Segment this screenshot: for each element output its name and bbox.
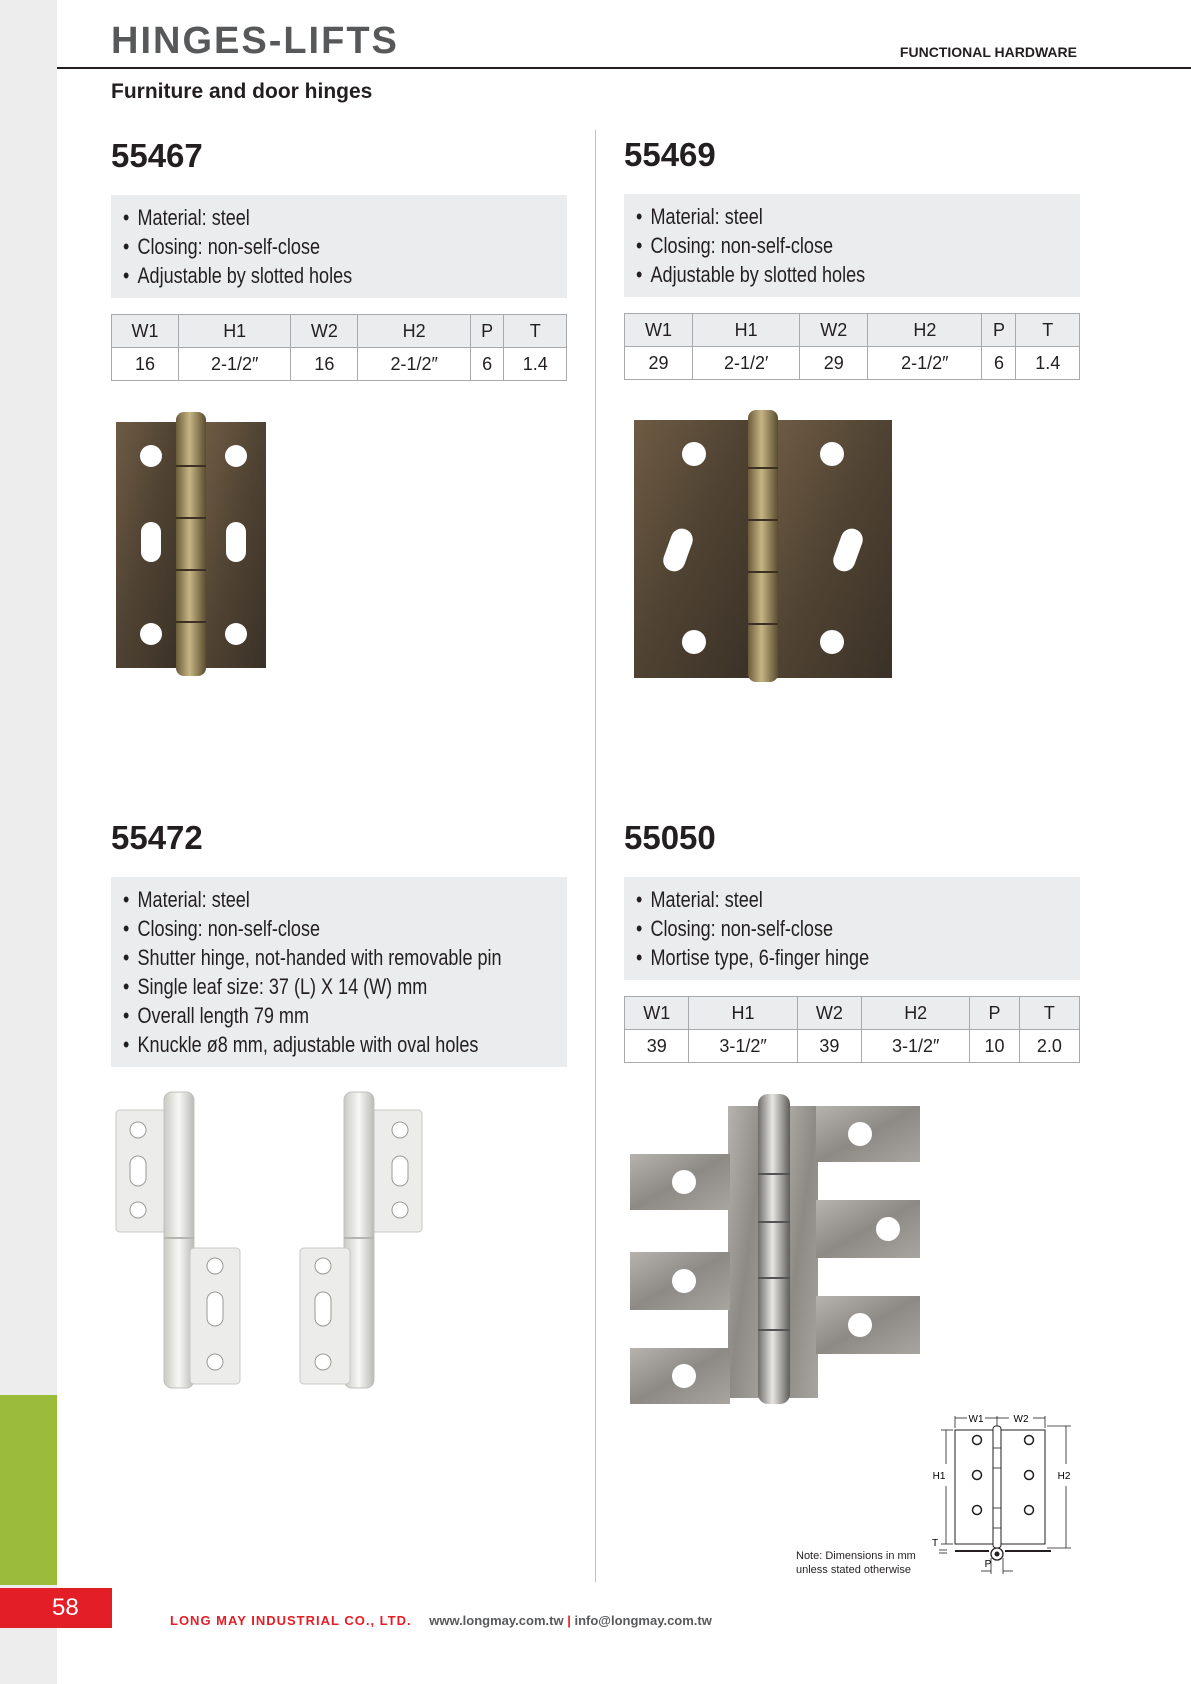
feature-item: • Overall length 79 mm bbox=[123, 1001, 477, 1030]
feature-item: • Material: steel bbox=[636, 885, 990, 914]
header-w2: W2 bbox=[797, 997, 861, 1030]
footer-website[interactable]: www.longmay.com.tw bbox=[429, 1613, 564, 1628]
footer-separator: | bbox=[567, 1613, 571, 1628]
diagram-label-h2: H2 bbox=[1057, 1471, 1071, 1482]
value-t: 2.0 bbox=[1019, 1030, 1079, 1063]
header-w1: W1 bbox=[112, 315, 179, 348]
product-code: 55050 bbox=[624, 819, 716, 856]
header-h1: H1 bbox=[178, 315, 291, 348]
diagram-label-w2: W2 bbox=[1013, 1414, 1029, 1425]
value-h2: 3-1/2″ bbox=[862, 1030, 970, 1063]
feature-item: • Adjustable by slotted holes bbox=[636, 260, 990, 289]
title-rule bbox=[57, 67, 1191, 69]
value-h1: 2-1/2″ bbox=[178, 348, 291, 381]
hinge-55472-photo bbox=[114, 1090, 434, 1390]
footer bbox=[170, 1613, 712, 1628]
product-55469 bbox=[624, 132, 1080, 380]
feature-list bbox=[111, 877, 567, 1067]
value-h2: 2-1/2″ bbox=[358, 348, 471, 381]
header-w1: W1 bbox=[625, 997, 689, 1030]
column-divider bbox=[595, 130, 596, 1582]
note-line-1: Note: Dimensions in mm bbox=[796, 1550, 916, 1562]
note-line-2: unless stated otherwise bbox=[796, 1564, 911, 1576]
feature-list bbox=[111, 195, 567, 298]
diagram-label-t: T bbox=[931, 1538, 939, 1549]
value-t: 1.4 bbox=[1016, 347, 1080, 380]
product-55050 bbox=[624, 815, 1080, 1063]
hinge-55469-photo bbox=[632, 408, 894, 683]
diagram-label-w1: W1 bbox=[968, 1414, 984, 1425]
footer-email[interactable]: info@longmay.com.tw bbox=[574, 1613, 712, 1628]
value-w2: 16 bbox=[291, 348, 358, 381]
product-55472 bbox=[111, 815, 567, 1083]
feature-item: • Single leaf size: 37 (L) X 14 (W) mm bbox=[123, 972, 477, 1001]
feature-item: • Closing: non-self-close bbox=[636, 231, 990, 260]
header-w2: W2 bbox=[291, 315, 358, 348]
header-w1: W1 bbox=[625, 314, 693, 347]
feature-item: • Closing: non-self-close bbox=[123, 914, 477, 943]
feature-item: • Material: steel bbox=[123, 203, 477, 232]
feature-item: • Material: steel bbox=[123, 885, 477, 914]
header-w2: W2 bbox=[800, 314, 868, 347]
section-category: FUNCTIONAL HARDWARE bbox=[899, 44, 1077, 60]
header-t: T bbox=[1019, 997, 1079, 1030]
feature-item: • Material: steel bbox=[636, 202, 990, 231]
feature-list bbox=[624, 194, 1080, 297]
hinge-55050-photo bbox=[628, 1092, 924, 1406]
header-h2: H2 bbox=[868, 314, 982, 347]
value-p: 6 bbox=[982, 347, 1016, 380]
feature-item: • Shutter hinge, not-handed with removable pin bbox=[123, 943, 477, 972]
feature-list bbox=[624, 877, 1080, 980]
product-code: 55469 bbox=[624, 136, 716, 173]
value-p: 6 bbox=[470, 348, 504, 381]
value-w1: 39 bbox=[625, 1030, 689, 1063]
value-h1: 2-1/2′ bbox=[692, 347, 799, 380]
value-w1: 16 bbox=[112, 348, 179, 381]
header-t: T bbox=[1016, 314, 1080, 347]
value-t: 1.4 bbox=[504, 348, 567, 381]
footer-company: LONG MAY INDUSTRIAL CO., LTD. bbox=[170, 1613, 412, 1628]
page-title: HINGES-LIFTS bbox=[111, 20, 399, 62]
header-p: P bbox=[982, 314, 1016, 347]
feature-item: • Closing: non-self-close bbox=[636, 914, 990, 943]
dimension-table bbox=[111, 314, 567, 381]
value-w1: 29 bbox=[625, 347, 693, 380]
header-h2: H2 bbox=[358, 315, 471, 348]
product-code: 55472 bbox=[111, 819, 203, 856]
diagram-label-h1: H1 bbox=[932, 1471, 946, 1482]
dimension-note bbox=[796, 1549, 916, 1577]
page-number: 58 bbox=[0, 1588, 112, 1628]
value-w2: 29 bbox=[800, 347, 868, 380]
diagram-label-p: P bbox=[984, 1559, 992, 1570]
page-subtitle: Furniture and door hinges bbox=[111, 80, 373, 103]
dimension-table bbox=[624, 313, 1080, 380]
header-p: P bbox=[470, 315, 504, 348]
header-t: T bbox=[504, 315, 567, 348]
header-h1: H1 bbox=[689, 997, 797, 1030]
header-p: P bbox=[970, 997, 1019, 1030]
hinge-55467-photo bbox=[114, 410, 274, 680]
feature-item: • Adjustable by slotted holes bbox=[123, 261, 477, 290]
value-h1: 3-1/2″ bbox=[689, 1030, 797, 1063]
side-accent-bar bbox=[0, 1395, 57, 1585]
product-code: 55467 bbox=[111, 137, 203, 174]
dimension-table bbox=[624, 996, 1080, 1063]
value-h2: 2-1/2″ bbox=[868, 347, 982, 380]
feature-item: • Closing: non-self-close bbox=[123, 232, 477, 261]
feature-item: • Mortise type, 6-finger hinge bbox=[636, 943, 990, 972]
header-h2: H2 bbox=[862, 997, 970, 1030]
value-w2: 39 bbox=[797, 1030, 861, 1063]
product-55467 bbox=[111, 133, 567, 381]
feature-item: • Knuckle ø8 mm, adjustable with oval holes bbox=[123, 1030, 477, 1059]
value-p: 10 bbox=[970, 1030, 1019, 1063]
dimension-diagram bbox=[925, 1408, 1075, 1578]
header-h1: H1 bbox=[692, 314, 799, 347]
